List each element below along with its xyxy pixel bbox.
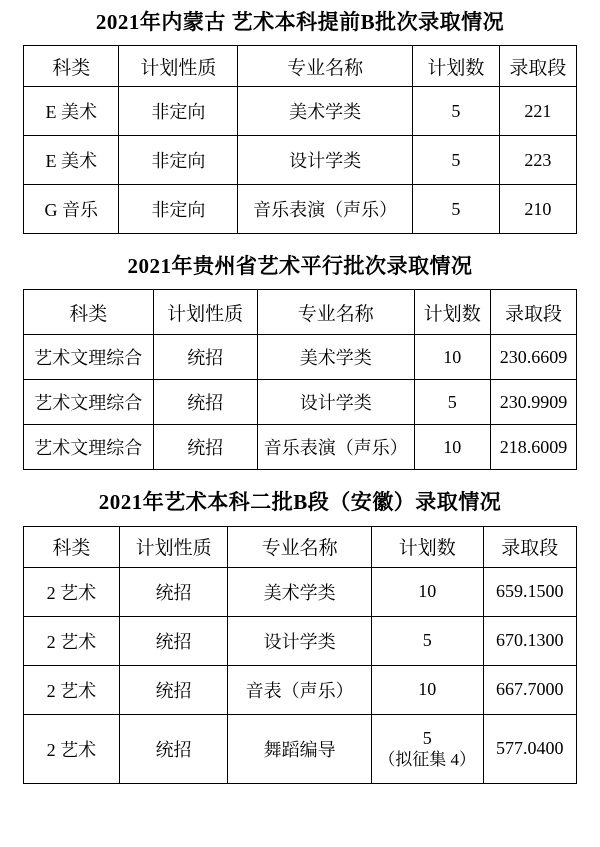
section-anhui	[0, 470, 600, 783]
cell-jihuaxingzhi: 统招	[119, 665, 228, 714]
column-header-luqutuan: 录取段	[499, 46, 576, 87]
column-header-kelei: 科类	[24, 290, 154, 335]
cell-kelei: 艺术文理综合	[24, 425, 154, 470]
section-title-neimenggu: 2021年内蒙古 艺术本科提前B批次录取情况	[95, 10, 505, 34]
cell-jihuashu: 5	[412, 136, 499, 185]
table-guizhou	[23, 289, 577, 470]
cell-zhuanyemingcheng: 音乐表演（声乐）	[257, 425, 414, 470]
column-header-jihuaxingzhi: 计划性质	[153, 290, 257, 335]
cell-kelei: G 音乐	[24, 185, 119, 234]
cell-kelei: 艺术文理综合	[24, 335, 154, 380]
column-header-jihuashu: 计划数	[412, 46, 499, 87]
section-title-guizhou: 2021年贵州省艺术平行批次录取情况	[127, 254, 473, 279]
column-header-kelei: 科类	[24, 46, 119, 87]
cell-kelei: 2 艺术	[24, 567, 120, 616]
cell-zhuanyemingcheng: 设计学类	[238, 136, 412, 185]
table-row	[24, 335, 577, 380]
cell-zhuanyemingcheng: 美术学类	[238, 87, 412, 136]
column-header-jihuaxingzhi: 计划性质	[119, 526, 228, 567]
cell-zhuanyemingcheng: 舞蹈编导	[228, 714, 371, 783]
cell-jihuaxingzhi: 统招	[119, 616, 228, 665]
table-neimenggu	[23, 45, 577, 234]
table-header-row	[24, 290, 577, 335]
cell-jihuaxingzhi: 非定向	[119, 87, 238, 136]
cell-kelei: E 美术	[24, 136, 119, 185]
section-guizhou	[0, 234, 600, 470]
cell-jihuaxingzhi: 统招	[153, 380, 257, 425]
cell-jihuashu: 10	[414, 335, 490, 380]
cell-jihuaxingzhi: 统招	[153, 335, 257, 380]
column-header-jihuashu: 计划数	[371, 526, 483, 567]
cell-jihuashu-value: 5	[422, 727, 432, 748]
cell-kelei: 艺术文理综合	[24, 380, 154, 425]
table-row	[24, 380, 577, 425]
column-header-zhuanyemingcheng: 专业名称	[257, 290, 414, 335]
cell-jihuashu-note: （拟征集 4）	[378, 750, 477, 770]
cell-zhuanyemingcheng: 音乐表演（声乐）	[238, 185, 412, 234]
cell-zhuanyemingcheng: 设计学类	[228, 616, 371, 665]
column-header-zhuanyemingcheng: 专业名称	[228, 526, 371, 567]
cell-jihuashu: 10	[371, 665, 483, 714]
cell-luqutuan: 221	[499, 87, 576, 136]
table-row	[24, 616, 577, 665]
cell-zhuanyemingcheng: 设计学类	[257, 380, 414, 425]
cell-zhuanyemingcheng: 美术学类	[228, 567, 371, 616]
cell-luqutuan: 223	[499, 136, 576, 185]
cell-luqutuan: 230.9909	[490, 380, 576, 425]
column-header-jihuashu: 计划数	[414, 290, 490, 335]
cell-luqutuan: 577.0400	[483, 714, 576, 783]
column-header-luqutuan: 录取段	[490, 290, 576, 335]
cell-luqutuan: 670.1300	[483, 616, 576, 665]
table-row	[24, 425, 577, 470]
table-header-row	[24, 526, 577, 567]
cell-jihuaxingzhi: 非定向	[119, 185, 238, 234]
table-row	[24, 185, 577, 234]
section-title-anhui: 2021年艺术本科二批B段（安徽）录取情况	[98, 490, 502, 515]
table-row	[24, 136, 577, 185]
cell-kelei: 2 艺术	[24, 616, 120, 665]
table-header-row	[24, 46, 577, 87]
cell-luqutuan: 218.6009	[490, 425, 576, 470]
cell-luqutuan: 659.1500	[483, 567, 576, 616]
table-row	[24, 714, 577, 783]
cell-jihuashu: 10	[414, 425, 490, 470]
cell-zhuanyemingcheng: 美术学类	[257, 335, 414, 380]
cell-jihuashu: 5	[412, 185, 499, 234]
cell-kelei: E 美术	[24, 87, 119, 136]
column-header-jihuaxingzhi: 计划性质	[119, 46, 238, 87]
cell-jihuaxingzhi: 统招	[153, 425, 257, 470]
table-row	[24, 567, 577, 616]
cell-kelei: 2 艺术	[24, 665, 120, 714]
cell-jihuashu-with-note	[371, 714, 483, 783]
cell-jihuaxingzhi: 非定向	[119, 136, 238, 185]
cell-jihuaxingzhi: 统招	[119, 567, 228, 616]
cell-luqutuan: 230.6609	[490, 335, 576, 380]
cell-zhuanyemingcheng: 音表（声乐）	[228, 665, 371, 714]
column-header-kelei: 科类	[24, 526, 120, 567]
column-header-luqutuan: 录取段	[483, 526, 576, 567]
cell-jihuashu: 5	[414, 380, 490, 425]
table-row	[24, 665, 577, 714]
table-row	[24, 87, 577, 136]
cell-luqutuan: 210	[499, 185, 576, 234]
cell-jihuaxingzhi: 统招	[119, 714, 228, 783]
table-anhui	[23, 526, 577, 784]
column-header-zhuanyemingcheng: 专业名称	[238, 46, 412, 87]
cell-jihuashu: 5	[371, 616, 483, 665]
section-neimenggu	[0, 0, 600, 234]
cell-kelei: 2 艺术	[24, 714, 120, 783]
cell-jihuashu: 5	[412, 87, 499, 136]
cell-jihuashu: 10	[371, 567, 483, 616]
cell-luqutuan: 667.7000	[483, 665, 576, 714]
